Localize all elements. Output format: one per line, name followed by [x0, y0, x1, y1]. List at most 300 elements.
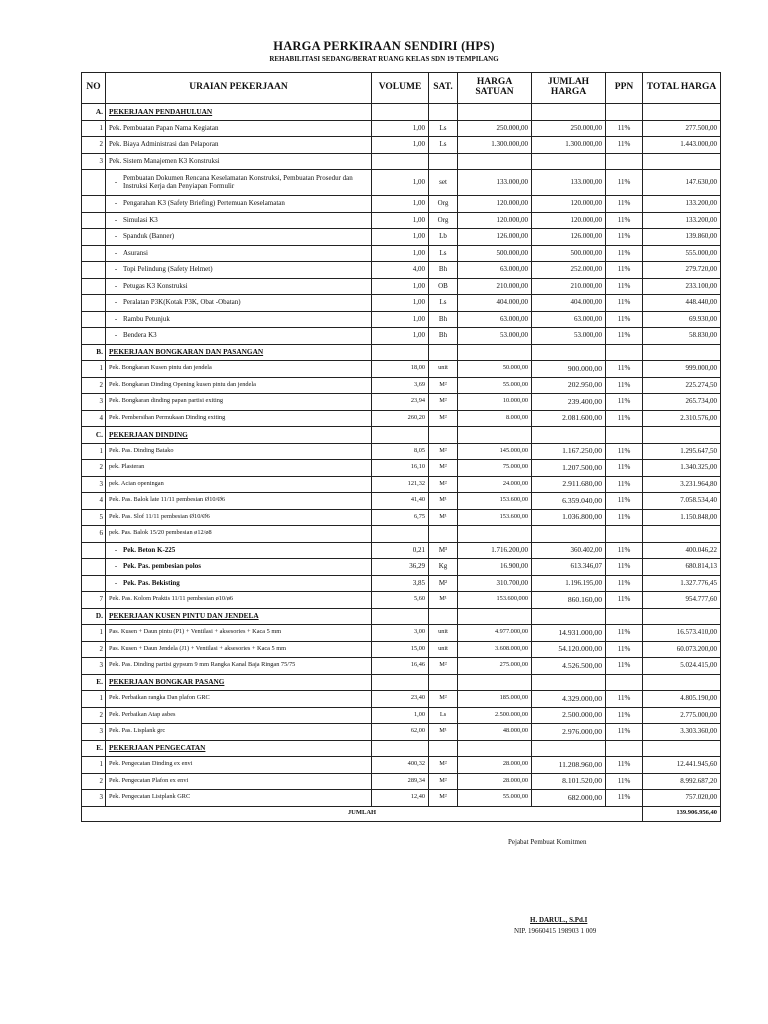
cell-jumlah-harga: [532, 427, 606, 444]
cell-volume: 3,69: [372, 377, 429, 394]
cell-total-harga: [643, 608, 721, 625]
cell-jumlah-harga: 613.346,07: [532, 559, 606, 576]
cell-uraian: PEKERJAAN BONGKARAN DAN PASANGAN: [106, 344, 372, 361]
cell-harga-satuan: 2.500.000,00: [458, 707, 532, 724]
table-row: [82, 196, 721, 213]
cell-uraian: Pek. Pas. Kolom Praktis 11/11 pembesian ø10/ø6: [106, 592, 372, 609]
cell-no: [82, 328, 106, 345]
uraian-text: Spanduk (Banner): [123, 232, 175, 241]
cell-total-harga: 999.000,00: [643, 361, 721, 378]
uraian-text: Pek. Pas. Bekisting: [123, 578, 180, 587]
uraian-text: Pek. Pas. pembesian polos: [123, 562, 201, 571]
cell-no: 4: [82, 493, 106, 510]
cell-sat: M²: [429, 658, 458, 675]
cell-no: [82, 559, 106, 576]
cell-volume: 36,29: [372, 559, 429, 576]
cell-sat: [429, 344, 458, 361]
table-row: [82, 328, 721, 345]
cell-uraian: [106, 311, 372, 328]
cell-uraian: pek. Acian openingan: [106, 476, 372, 493]
cell-no: 2: [82, 377, 106, 394]
cell-volume: 1,00: [372, 278, 429, 295]
cell-harga-satuan: [458, 153, 532, 170]
table-row: [82, 120, 721, 137]
table-row: [82, 394, 721, 411]
cell-sat: unit: [429, 361, 458, 378]
cell-ppn: [606, 674, 643, 691]
uraian-text: Peralatan P3K(Kotak P3K, Obat -Obatan): [123, 298, 241, 307]
cell-harga-satuan: [458, 608, 532, 625]
table-row: [82, 509, 721, 526]
cell-total-harga: 757.020,00: [643, 790, 721, 807]
cell-volume: 1,00: [372, 245, 429, 262]
cell-harga-satuan: [458, 344, 532, 361]
cell-uraian: [106, 295, 372, 312]
cell-jumlah-harga: 11.208.960,00: [532, 757, 606, 774]
cell-harga-satuan: [458, 674, 532, 691]
cell-sat: M¹: [429, 724, 458, 741]
cell-jumlah-harga: 1.300.000,00: [532, 137, 606, 154]
cell-no: 2: [82, 641, 106, 658]
cell-ppn: [606, 344, 643, 361]
cell-uraian: PEKERJAAN BONGKAR PASANG: [106, 674, 372, 691]
signature-role: Pejabat Pembuat Komitmen: [508, 838, 587, 846]
header-volume: VOLUME: [372, 73, 429, 104]
cell-total-harga: 680.814,13: [643, 559, 721, 576]
bullet-dash: -: [114, 578, 118, 587]
table-row: [82, 691, 721, 708]
cell-sat: unit: [429, 641, 458, 658]
table-row: [82, 757, 721, 774]
cell-harga-satuan: 50.000,00: [458, 361, 532, 378]
cell-jumlah-harga: 2.500.000,00: [532, 707, 606, 724]
cell-volume: [372, 740, 429, 757]
cell-sat: M²: [429, 377, 458, 394]
cell-volume: 5,60: [372, 592, 429, 609]
bullet-dash: -: [114, 248, 118, 257]
uraian-text: Asuransi: [123, 248, 148, 257]
cell-jumlah-harga: 682.000,00: [532, 790, 606, 807]
cell-ppn: 11%: [606, 137, 643, 154]
cell-harga-satuan: [458, 104, 532, 121]
cell-harga-satuan: [458, 427, 532, 444]
cell-jumlah-harga: 2.976.000,00: [532, 724, 606, 741]
cell-sat: [429, 427, 458, 444]
cell-total-harga: 555.000,00: [643, 245, 721, 262]
cell-ppn: [606, 740, 643, 757]
cell-sat: M²: [429, 460, 458, 477]
cell-ppn: 11%: [606, 592, 643, 609]
cell-harga-satuan: 24.000,00: [458, 476, 532, 493]
cell-uraian: Pek. Pas. Slof 11/11 pembesian Ø10/Ø6: [106, 509, 372, 526]
cell-sat: [429, 740, 458, 757]
table-row: [82, 724, 721, 741]
cell-ppn: 11%: [606, 328, 643, 345]
cell-sat: set: [429, 170, 458, 196]
signature-name: H. DARUL., S.Pd.I: [530, 916, 588, 924]
cell-ppn: 11%: [606, 460, 643, 477]
bullet-dash: -: [114, 265, 118, 274]
cell-no: 1: [82, 691, 106, 708]
cell-total-harga: 4.805.190,00: [643, 691, 721, 708]
cell-no: [82, 212, 106, 229]
cell-uraian: [106, 278, 372, 295]
bullet-dash: -: [114, 177, 118, 186]
cell-ppn: 11%: [606, 658, 643, 675]
cell-uraian: Pek. Pas. Dinding Batako: [106, 443, 372, 460]
cell-ppn: 11%: [606, 773, 643, 790]
cell-sat: Ls: [429, 120, 458, 137]
cell-volume: 1,00: [372, 170, 429, 196]
cell-jumlah-harga: 860.160,00: [532, 592, 606, 609]
cell-harga-satuan: 185.000,00: [458, 691, 532, 708]
cell-uraian: [106, 262, 372, 279]
cell-total-harga: 12.441.945,60: [643, 757, 721, 774]
section-row: [82, 740, 721, 757]
cell-jumlah-harga: 500.000,00: [532, 245, 606, 262]
cell-sat: Org: [429, 212, 458, 229]
cell-harga-satuan: 153.600,00: [458, 493, 532, 510]
cell-jumlah-harga: 1.036.800,00: [532, 509, 606, 526]
cell-jumlah-harga: 14.931.000,00: [532, 625, 606, 642]
cell-uraian: PEKERJAAN DINDING: [106, 427, 372, 444]
cell-ppn: 11%: [606, 120, 643, 137]
cell-ppn: 11%: [606, 724, 643, 741]
cell-harga-satuan: 75.000,00: [458, 460, 532, 477]
cell-ppn: [606, 427, 643, 444]
header-sat: SAT.: [429, 73, 458, 104]
cell-uraian: Pek. Pembuatan Papan Nama Kegiatan: [106, 120, 372, 137]
section-row: [82, 104, 721, 121]
cell-harga-satuan: 63.000,00: [458, 311, 532, 328]
cell-no: [82, 245, 106, 262]
uraian-text: Petugas K3 Konstruksi: [123, 281, 188, 290]
cell-jumlah-harga: 404.000,00: [532, 295, 606, 312]
uraian-text: Pengarahan K3 (Safety Briefing) Pertemuan Keselamatan: [123, 199, 285, 208]
cell-volume: 41,40: [372, 493, 429, 510]
cell-sat: M²: [429, 443, 458, 460]
cell-jumlah-harga: 126.000,00: [532, 229, 606, 246]
cell-no: C.: [82, 427, 106, 444]
table-row: [82, 278, 721, 295]
cell-harga-satuan: 3.608.000,00: [458, 641, 532, 658]
cell-volume: [372, 153, 429, 170]
cell-no: E.: [82, 674, 106, 691]
cell-harga-satuan: 145.000,00: [458, 443, 532, 460]
cell-no: [82, 262, 106, 279]
cell-ppn: [606, 608, 643, 625]
cell-harga-satuan: 48.000,00: [458, 724, 532, 741]
cell-jumlah-harga: 2.081.600,00: [532, 410, 606, 427]
cell-volume: [372, 104, 429, 121]
header-uraian: URAIAN PEKERJAAN: [106, 73, 372, 104]
cell-no: A.: [82, 104, 106, 121]
cell-uraian: Pek. Bongkaran dinding papan partisi exiting: [106, 394, 372, 411]
cell-sat: M²: [429, 476, 458, 493]
cell-no: [82, 278, 106, 295]
table-row: [82, 212, 721, 229]
cell-volume: 3,85: [372, 575, 429, 592]
cell-ppn: 11%: [606, 476, 643, 493]
cell-harga-satuan: 55.000,00: [458, 377, 532, 394]
cell-uraian: [106, 559, 372, 576]
cell-uraian: [106, 542, 372, 559]
cell-harga-satuan: [458, 740, 532, 757]
cell-jumlah-harga: 8.101.520,00: [532, 773, 606, 790]
cell-total-harga: 1.327.776,45: [643, 575, 721, 592]
header-total-harga: TOTAL HARGA: [643, 73, 721, 104]
cell-uraian: Pek. Pembersihan Permukaan Dinding exiting: [106, 410, 372, 427]
cell-volume: [372, 674, 429, 691]
cell-total-harga: 1.150.848,00: [643, 509, 721, 526]
cell-sat: M³: [429, 542, 458, 559]
cell-jumlah-harga: 202.950,00: [532, 377, 606, 394]
cell-uraian: pek. Plasteran: [106, 460, 372, 477]
cell-volume: 260,20: [372, 410, 429, 427]
cell-harga-satuan: 63.000,00: [458, 262, 532, 279]
cell-sat: Org: [429, 196, 458, 213]
cell-total-harga: 5.024.415,00: [643, 658, 721, 675]
cell-sat: [429, 608, 458, 625]
table-row: [82, 229, 721, 246]
cell-jumlah-harga: 900.000,00: [532, 361, 606, 378]
cell-sat: [429, 526, 458, 543]
cell-total-harga: [643, 674, 721, 691]
table-row: [82, 641, 721, 658]
cell-total-harga: 60.073.200,00: [643, 641, 721, 658]
cell-ppn: 11%: [606, 229, 643, 246]
cell-jumlah-harga: [532, 608, 606, 625]
cell-sat: M²: [429, 691, 458, 708]
header-ppn: PPN: [606, 73, 643, 104]
cell-sat: M¹: [429, 509, 458, 526]
table-row: [82, 476, 721, 493]
cell-no: 3: [82, 394, 106, 411]
cell-harga-satuan: 210.000,00: [458, 278, 532, 295]
cell-uraian: Pas. Kusen + Daun pintu (P1) + Ventilasi + aksesories + Kaca 5 mm: [106, 625, 372, 642]
cell-harga-satuan: 4.977.000,00: [458, 625, 532, 642]
table-row: [82, 410, 721, 427]
cell-total-harga: 133.200,00: [643, 196, 721, 213]
cell-ppn: 11%: [606, 170, 643, 196]
cell-ppn: 11%: [606, 542, 643, 559]
cell-jumlah-harga: 250.000,00: [532, 120, 606, 137]
cell-volume: 12,40: [372, 790, 429, 807]
cell-jumlah-harga: [532, 740, 606, 757]
table-row: [82, 625, 721, 642]
cell-no: [82, 295, 106, 312]
uraian-text: Bendera K3: [123, 331, 157, 340]
cell-volume: 3,00: [372, 625, 429, 642]
cell-volume: 23,40: [372, 691, 429, 708]
cell-volume: 1,00: [372, 328, 429, 345]
cell-volume: 121,32: [372, 476, 429, 493]
cell-total-harga: 2.310.576,00: [643, 410, 721, 427]
cell-jumlah-harga: [532, 526, 606, 543]
cell-total-harga: 139.860,00: [643, 229, 721, 246]
cell-no: 3: [82, 153, 106, 170]
cell-no: [82, 542, 106, 559]
cell-uraian: Pek. Bongkaran Kusen pintu dan jendela: [106, 361, 372, 378]
cell-no: [82, 196, 106, 213]
cell-jumlah-harga: 1.196.195,00: [532, 575, 606, 592]
table-row: [82, 361, 721, 378]
cell-volume: 23,94: [372, 394, 429, 411]
cell-no: 2: [82, 460, 106, 477]
cell-ppn: 11%: [606, 493, 643, 510]
cell-volume: 289,34: [372, 773, 429, 790]
table-row: [82, 542, 721, 559]
bullet-dash: -: [114, 331, 118, 340]
cell-sat: Ls: [429, 245, 458, 262]
cell-sat: M¹: [429, 592, 458, 609]
cell-ppn: 11%: [606, 757, 643, 774]
cell-harga-satuan: 1.300.000,00: [458, 137, 532, 154]
cell-no: 2: [82, 137, 106, 154]
cell-ppn: 11%: [606, 443, 643, 460]
cell-total-harga: 8.992.687,20: [643, 773, 721, 790]
cell-total-harga: 1.443.000,00: [643, 137, 721, 154]
cell-sat: unit: [429, 625, 458, 642]
cell-no: 3: [82, 790, 106, 807]
cell-ppn: 11%: [606, 311, 643, 328]
cell-sat: Bh: [429, 311, 458, 328]
cell-ppn: [606, 104, 643, 121]
cell-sat: M²: [429, 394, 458, 411]
cell-no: 5: [82, 509, 106, 526]
cell-harga-satuan: 153.600,00: [458, 509, 532, 526]
cell-ppn: 11%: [606, 196, 643, 213]
cell-total-harga: 1.340.325,00: [643, 460, 721, 477]
cell-volume: 16,46: [372, 658, 429, 675]
uraian-text: Pek. Beton K-225: [123, 545, 176, 554]
table-row: [82, 311, 721, 328]
header-harga-satuan: HARGA SATUAN: [458, 73, 532, 104]
bullet-dash: -: [114, 215, 118, 224]
cell-ppn: 11%: [606, 377, 643, 394]
cell-harga-satuan: 126.000,00: [458, 229, 532, 246]
cell-jumlah-harga: 239.400,00: [532, 394, 606, 411]
cell-ppn: 11%: [606, 559, 643, 576]
cell-harga-satuan: 404.000,00: [458, 295, 532, 312]
table-row: [82, 559, 721, 576]
table-row: [82, 773, 721, 790]
signature-nip: NIP. 19660415 198903 1 009: [514, 927, 597, 935]
bullet-dash: -: [114, 232, 118, 241]
cell-harga-satuan: 310.700,00: [458, 575, 532, 592]
cell-jumlah-harga: 53.000,00: [532, 328, 606, 345]
table-row: [82, 460, 721, 477]
cell-ppn: 11%: [606, 691, 643, 708]
cell-harga-satuan: 120.000,00: [458, 196, 532, 213]
cell-no: 1: [82, 361, 106, 378]
cell-sat: [429, 153, 458, 170]
cell-harga-satuan: 1.716.200,00: [458, 542, 532, 559]
cell-ppn: 11%: [606, 212, 643, 229]
cell-uraian: [106, 245, 372, 262]
cell-no: 1: [82, 625, 106, 642]
cell-uraian: [106, 196, 372, 213]
cell-uraian: Pek. Pengecatan Listplank GRC: [106, 790, 372, 807]
cell-uraian: Pek. Perbaikan rangka Dan plafon GRC: [106, 691, 372, 708]
table-row: [82, 658, 721, 675]
table-row: [82, 262, 721, 279]
bullet-dash: -: [114, 562, 118, 571]
cell-uraian: pek. Pas. Balok 15/20 pembesian ø12/ø8: [106, 526, 372, 543]
cell-jumlah-harga: [532, 344, 606, 361]
cell-volume: 400,32: [372, 757, 429, 774]
cell-total-harga: 133.200,00: [643, 212, 721, 229]
cell-volume: 1,00: [372, 707, 429, 724]
bullet-dash: -: [114, 199, 118, 208]
cell-sat: Ls: [429, 707, 458, 724]
cell-total-harga: 7.058.534,40: [643, 493, 721, 510]
cell-uraian: [106, 212, 372, 229]
uraian-text: Topi Pelindung (Safety Helmet): [123, 265, 213, 274]
cell-volume: 8,05: [372, 443, 429, 460]
table-row: [82, 137, 721, 154]
cell-uraian: Pek. Pengecatan Plafon ex envi: [106, 773, 372, 790]
cell-total-harga: [643, 427, 721, 444]
cell-total-harga: 69.930,00: [643, 311, 721, 328]
cell-uraian: Pek. Pas. Lisplank grc: [106, 724, 372, 741]
cell-ppn: 11%: [606, 509, 643, 526]
cell-ppn: 11%: [606, 245, 643, 262]
cell-no: [82, 170, 106, 196]
cell-ppn: 11%: [606, 295, 643, 312]
cell-jumlah-harga: 133.000,00: [532, 170, 606, 196]
cell-uraian: PEKERJAAN PENDAHULUAN: [106, 104, 372, 121]
cell-jumlah-harga: 252.000,00: [532, 262, 606, 279]
document-subtitle: REHABILITASI SEDANG/BERAT RUANG KELAS SDN 19 TEMPILANG: [269, 55, 499, 63]
cell-no: 4: [82, 410, 106, 427]
jumlah-label: JUMLAH: [82, 806, 643, 821]
cell-jumlah-harga: 54.120.000,00: [532, 641, 606, 658]
cell-total-harga: 279.720,00: [643, 262, 721, 279]
cell-sat: M¹: [429, 493, 458, 510]
section-row: [82, 427, 721, 444]
cell-harga-satuan: 153.600,000: [458, 592, 532, 609]
cell-no: D.: [82, 608, 106, 625]
cell-sat: Kg: [429, 559, 458, 576]
cell-total-harga: [643, 740, 721, 757]
cell-no: 7: [82, 592, 106, 609]
cell-total-harga: 225.274,50: [643, 377, 721, 394]
cell-uraian: PEKERJAAN KUSEN PINTU DAN JENDELA: [106, 608, 372, 625]
cell-no: 3: [82, 724, 106, 741]
document-title: HARGA PERKIRAAN SENDIRI (HPS): [273, 39, 495, 53]
cell-uraian: Pek. Pengecatan Dinding ex envi: [106, 757, 372, 774]
cell-volume: 1,00: [372, 212, 429, 229]
cell-ppn: 11%: [606, 262, 643, 279]
section-row: [82, 608, 721, 625]
cell-volume: 18,00: [372, 361, 429, 378]
cell-harga-satuan: 28.000,00: [458, 757, 532, 774]
cell-no: 2: [82, 773, 106, 790]
table-row: [82, 153, 721, 170]
cell-jumlah-harga: 120.000,00: [532, 212, 606, 229]
cell-ppn: 11%: [606, 394, 643, 411]
hps-table: [81, 72, 721, 822]
table-row: [82, 575, 721, 592]
cell-no: B.: [82, 344, 106, 361]
cell-volume: 1,00: [372, 229, 429, 246]
cell-jumlah-harga: [532, 674, 606, 691]
cell-sat: [429, 104, 458, 121]
cell-uraian: Pek. Pas. Balok late 11/11 pembesian Ø10/Ø6: [106, 493, 372, 510]
cell-total-harga: 147.630,00: [643, 170, 721, 196]
cell-sat: Ls: [429, 295, 458, 312]
